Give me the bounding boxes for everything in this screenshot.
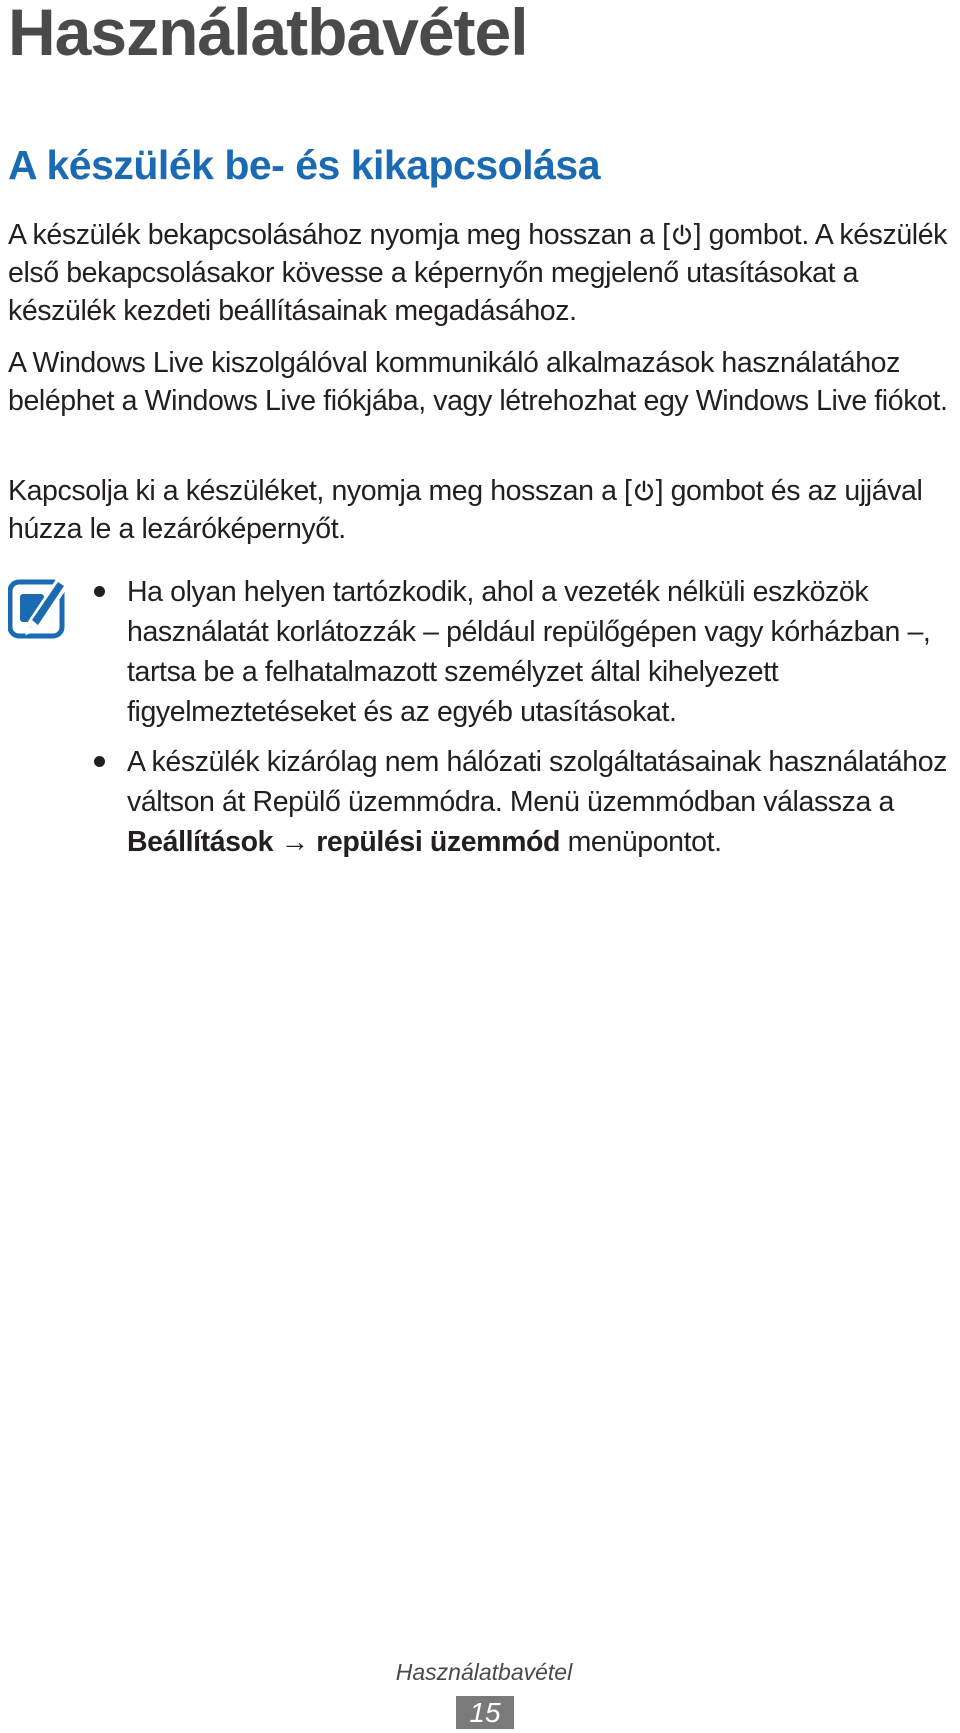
bullet-icon <box>94 586 105 597</box>
paragraph-text: Kapcsolja ki a készüléket, nyomja meg hosszan a [ <box>8 475 632 507</box>
menu-path-arrow: → <box>273 826 317 858</box>
paragraph-windows-live: A Windows Live kiszolgálóval kommunikáló alkalmazások használatához beléphet a Windows Live fiókjába, vagy létrehozhat egy Windows Live fiókot. <box>8 347 948 417</box>
bullet-text: Ha olyan helyen tartózkodik, ahol a vezeték nélküli eszközök használatát korlátozzák – például repülőgépen vagy kórházban –, tartsa be a felhatalmazott személyzet által kihelyezett figyelmeztetéseket és az egyéb utasításokat. <box>127 576 931 728</box>
page-number: 15 <box>456 1696 514 1729</box>
list-item <box>90 572 950 732</box>
list-item <box>90 742 950 862</box>
bullet-text: menüpontot. <box>560 826 722 858</box>
paragraph-text: A készülék bekapcsolásához nyomja meg hosszan a [ <box>8 219 670 251</box>
paragraph-power-off <box>8 472 953 548</box>
section-heading: A készülék be- és kikapcsolása <box>8 142 600 188</box>
power-icon <box>671 224 693 246</box>
power-icon <box>633 480 655 502</box>
footer-section-label: Használatbavétel <box>395 1659 573 1685</box>
bullet-icon <box>94 756 105 767</box>
paragraph-text: ] gombot és az ujjával húzza le a lezáróképernyőt. <box>8 475 923 545</box>
paragraph-text: ] gombot. A készülék első bekapcsolásakor kövesse a képernyőn megjelenő utasításokat a készülék kezdeti beállításainak megadásához. <box>8 219 948 327</box>
note-pencil-icon <box>8 576 68 640</box>
paragraph-power-on <box>8 216 953 330</box>
menu-path-settings: Beállítások <box>127 826 274 858</box>
note-bullet-list <box>90 572 950 872</box>
page-title: Használatbavétel <box>8 0 528 69</box>
menu-path-flight-mode: repülési üzemmód <box>316 826 561 858</box>
bullet-text: A készülék kizárólag nem hálózati szolgáltatásainak használatához váltson át Repülő üzemmódra. Menü üzemmódban válassza a <box>127 746 947 818</box>
